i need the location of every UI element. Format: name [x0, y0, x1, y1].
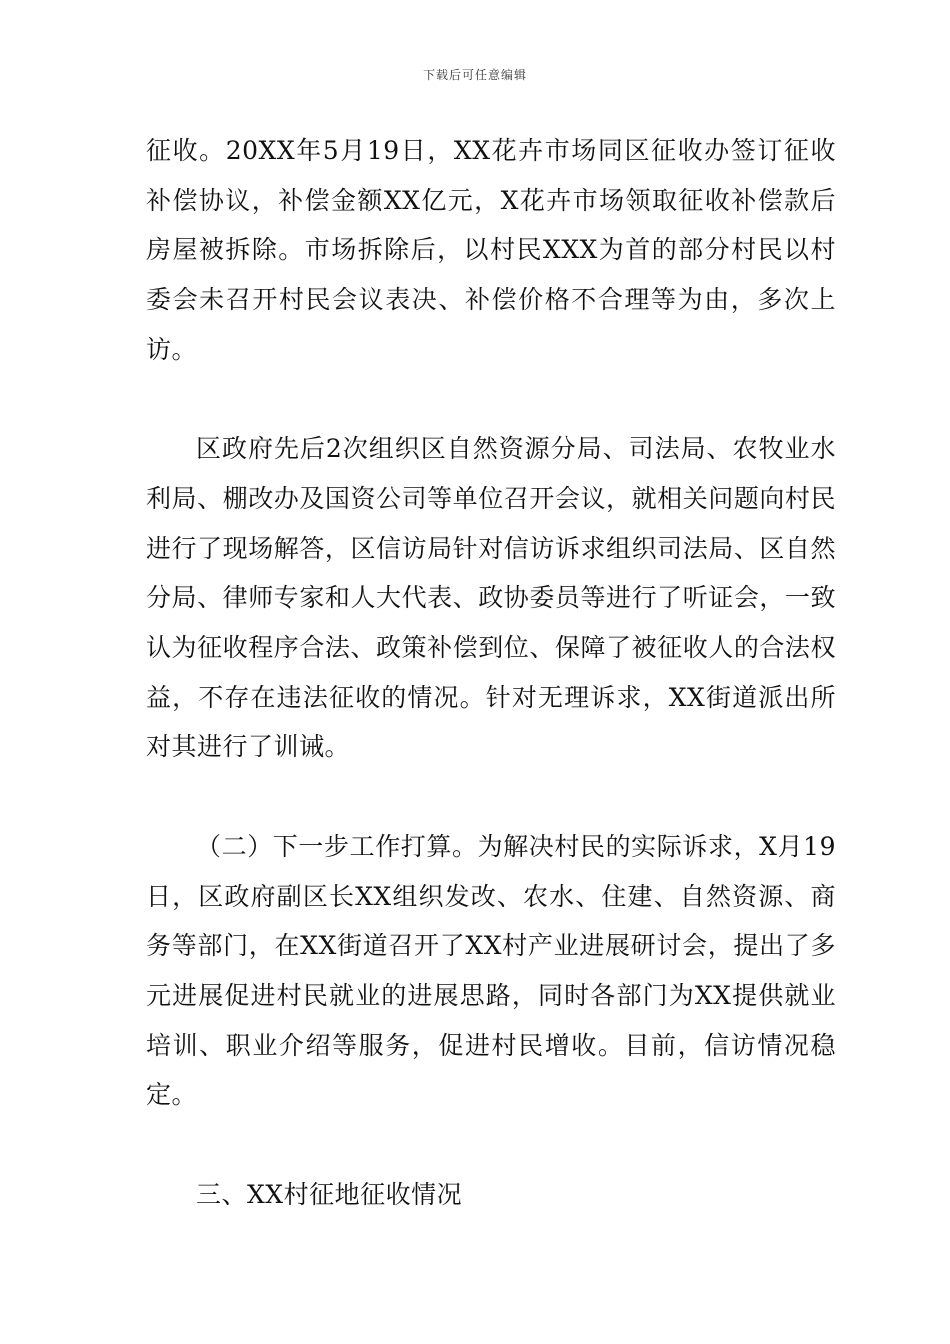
paragraph-spacer [146, 772, 836, 822]
paragraph-spacer [146, 1120, 836, 1170]
paragraph-2: 区政府先后2次组织区自然资源分局、司法局、农牧业水利局、棚改办及国资公司等单位召开会议，就相关问题向村民进行了现场解答，区信访局针对信访诉求组织司法局、区自然分局、律师专家和人大代表、政协委员等进行了听证会，一致认为征收程序合法、政策补偿到位、保障了被征收人的合法权益，不存在违法征收的情况。针对无理诉求，XX街道派出所对其进行了训诫。 [146, 434, 836, 762]
document-body [146, 126, 836, 1219]
paragraph-3: （二）下一步工作打算。为解决村民的实际诉求，X月19日，区政府副区长XX组织发改、农水、住建、自然资源、商务等部门，在XX街道召开了XX村产业进展研讨会，提出了多元进展促进村民就业的进展思路，同时各部门为XX提供就业培训、职业介绍等服务，促进村民增收。目前，信访情况稳定。 [146, 831, 836, 1110]
paragraph-1: 征收。20XX年5月19日，XX花卉市场同区征收办签订征收补偿协议，补偿金额XX亿元，X花卉市场领取征收补偿款后房屋被拆除。市场拆除后，以村民XXX为首的部分村民以村委会未召开村民会议表决、补偿价格不合理等为由，多次上访。 [146, 136, 836, 364]
page-header: 下载后可任意编辑 [422, 68, 527, 82]
section-heading: 三、XX村征地征收情况 [196, 1179, 463, 1209]
paragraph-spacer [146, 375, 836, 425]
